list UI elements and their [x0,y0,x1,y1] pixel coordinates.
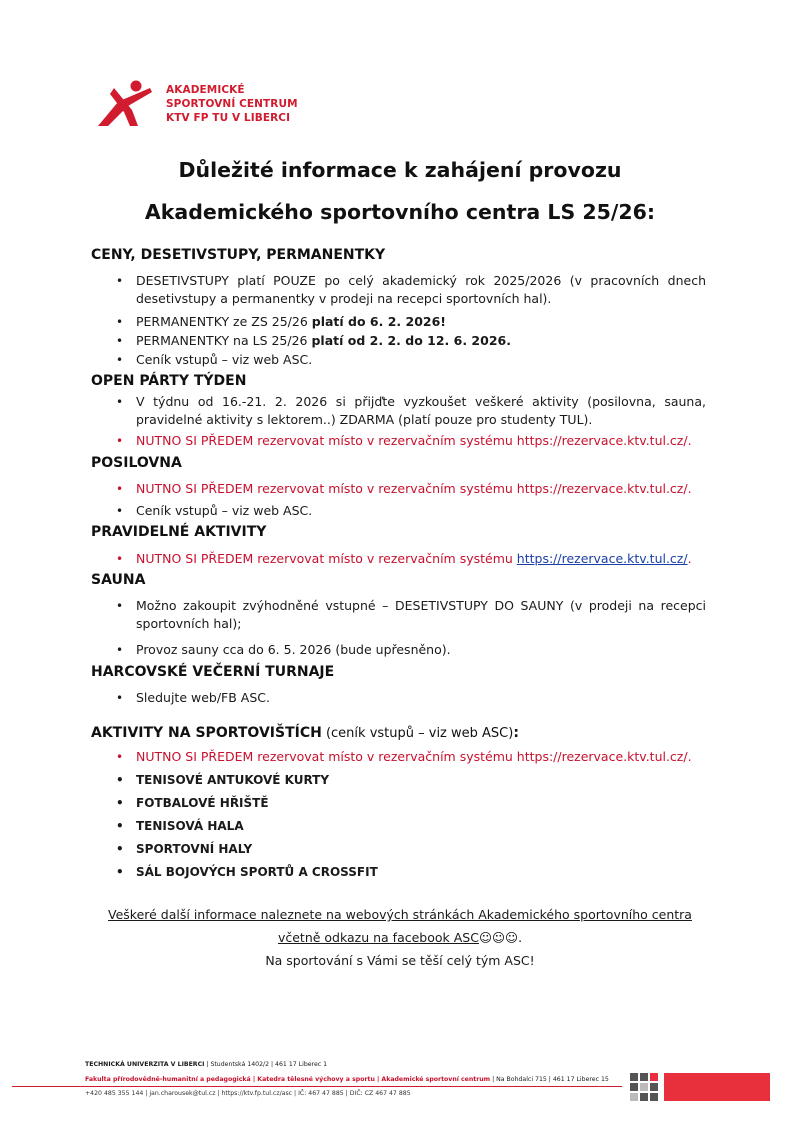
list-item-text: SPORTOVNÍ HALY [136,842,253,856]
list-item-text: Možno zakoupit zvýhodněné vstupné – DESETIVSTUPY DO SAUNY (v prodeji na recepci sportovních hal); [136,598,706,631]
list-item [116,432,706,450]
list-item-text: NUTNO SI PŘEDEM rezervovat místo v rezervačním systému https://rezervace.ktv.tul.cz/. [136,749,692,764]
list-item-text: NUTNO SI PŘEDEM rezervovat místo v rezervačním systému [136,551,517,566]
list-item [116,641,706,659]
section-heading-note: (ceník vstupů – viz web ASC) [321,726,514,741]
list-item-text: FOTBALOVÉ HŘIŠTĚ [136,796,269,810]
list-item-text: Sledujte web/FB ASC. [136,690,270,705]
footer-divider [12,1086,622,1087]
list-item [116,502,706,520]
list-item-text: TENISOVÉ ANTUKOVÉ KURTY [136,773,330,787]
list-item [116,794,706,812]
reservation-link[interactable]: https://rezervace.ktv.tul.cz/ [516,551,688,566]
list-item [116,332,706,350]
list-item [116,272,706,308]
bullet-icon: • [116,819,124,833]
list-item [116,748,706,766]
footer-line-2 [85,1076,609,1083]
section-heading-aktivity [91,725,519,741]
bullet-icon: • [116,315,124,329]
closing-line-2-text: včetně odkazu na facebook ASC [277,930,479,945]
closing-line-2-end: . [518,930,523,945]
list-item [116,771,706,789]
page-title-line-1: Důležité informace k zahájení provozu [178,158,622,182]
list-item [116,597,706,633]
bullet-icon: • [116,274,124,288]
bullet-icon: • [116,552,124,566]
asc-figure-logo [96,80,154,128]
smiley-icon: ☺☺☺ [478,930,519,945]
list-item-text: V týdnu od 16.-21. 2. 2026 si přijďte vyzkoušet veškeré aktivity (posilovna, sauna, pravidelné aktivity s lektorem..) ZDARMA (platí pouze pro studenty TUL). [136,394,706,427]
footer-accent-block [664,1073,770,1101]
bullet-icon: • [116,334,124,348]
list-item [116,393,706,429]
bullet-icon: • [116,865,124,879]
bullet-icon: • [116,691,124,705]
footer-squares-icon [630,1073,658,1101]
bullet-icon: • [116,643,124,657]
bullet-icon: • [116,599,124,613]
list-item-text: DESETIVSTUPY platí POUZE po celý akademický rok 2025/2026 (v pracovních dnech desetivstupy a permanentky v prodeji na recepci sportovních hal). [136,273,706,306]
list-item [116,550,706,568]
section-heading-colon: : [513,725,519,741]
section-heading-open: OPEN PÁRTY TÝDEN [91,373,247,389]
footer-faculty: Fakulta přírodovědně-humanitní a pedagogická | Katedra tělesné výchovy a sportu | Akademické sportovní centrum [85,1076,491,1083]
bullet-icon: • [116,482,124,496]
section-heading-harcovske: HARCOVSKÉ VEČERNÍ TURNAJE [91,664,335,680]
list-item-emphasis: platí do 6. 2. 2026! [311,314,447,329]
bullet-icon: • [116,773,124,787]
footer-line-1 [85,1061,327,1068]
closing-block [0,903,800,972]
list-item-text: PERMANENTKY na LS 25/26 [136,333,312,348]
footer-university: TECHNICKÁ UNIVERZITA V LIBERCI [85,1061,205,1068]
list-item-emphasis: platí od 2. 2. do 12. 6. 2026. [311,333,511,348]
logo-line-3: KTV FP TU V LIBERCI [166,112,291,124]
logo-line-2: SPORTOVNÍ CENTRUM [166,98,298,110]
section-heading-ceny: CENY, DESETIVSTUPY, PERMANENTKY [91,247,386,263]
list-item-text: Ceník vstupů – viz web ASC. [136,352,313,367]
section-heading-pravidelne: PRAVIDELNÉ AKTIVITY [91,524,267,540]
list-item [116,689,706,707]
list-item [116,480,706,498]
page-title-line-2: Akademického sportovního centra LS 25/26: [144,200,656,224]
section-heading-text: AKTIVITY NA SPORTOVIŠTÍCH [91,725,322,741]
logo-line-1: AKADEMICKÉ [166,84,245,96]
bullet-icon: • [116,750,124,764]
list-item [116,840,706,858]
bullet-icon: • [116,796,124,810]
list-item-text: Ceník vstupů – viz web ASC. [136,503,313,518]
list-item [116,817,706,835]
footer-contact: +420 485 355 144 | jan.charousek@tul.cz | https://ktv.fp.tul.cz/asc | IČ: 467 47 885 | DIČ: CZ 467 47 885 [85,1090,411,1097]
list-item [116,863,706,881]
bullet-icon: • [116,504,124,518]
list-item-text: PERMANENTKY ze ZS 25/26 [136,314,312,329]
section-heading-sauna: SAUNA [91,572,146,588]
logo-text [166,83,298,125]
bullet-icon: • [116,842,124,856]
list-item-text: NUTNO SI PŘEDEM rezervovat místo v rezervačním systému https://rezervace.ktv.tul.cz/. [136,481,692,496]
list-item-text: TENISOVÁ HALA [136,819,244,833]
footer-address-2: | Na Bohdalci 715 | 461 17 Liberec 15 [490,1076,609,1083]
list-item-text: SÁL BOJOVÝCH SPORTŮ A CROSSFIT [136,865,378,879]
list-item-text: NUTNO SI PŘEDEM rezervovat místo v rezervačním systému https://rezervace.ktv.tul.cz/. [136,433,692,448]
bullet-icon: • [116,353,124,367]
closing-line-1: Veškeré další informace naleznete na webových stránkách Akademického sportovního centra [108,907,692,922]
closing-line-2 [0,926,800,949]
footer-address: | Studentská 1402/2 | 461 17 Liberec 1 [204,1061,328,1068]
closing-line-3: Na sportování s Vámi se těší celý tým ASC! [265,953,535,968]
list-item-text: Provoz sauny cca do 6. 5. 2026 (bude upřesněno). [136,642,451,657]
list-item-text: . [687,551,692,566]
bullet-icon: • [116,395,124,409]
bullet-icon: • [116,434,124,448]
list-item [116,351,706,369]
list-item [116,313,706,331]
section-heading-posilovna: POSILOVNA [91,455,182,471]
